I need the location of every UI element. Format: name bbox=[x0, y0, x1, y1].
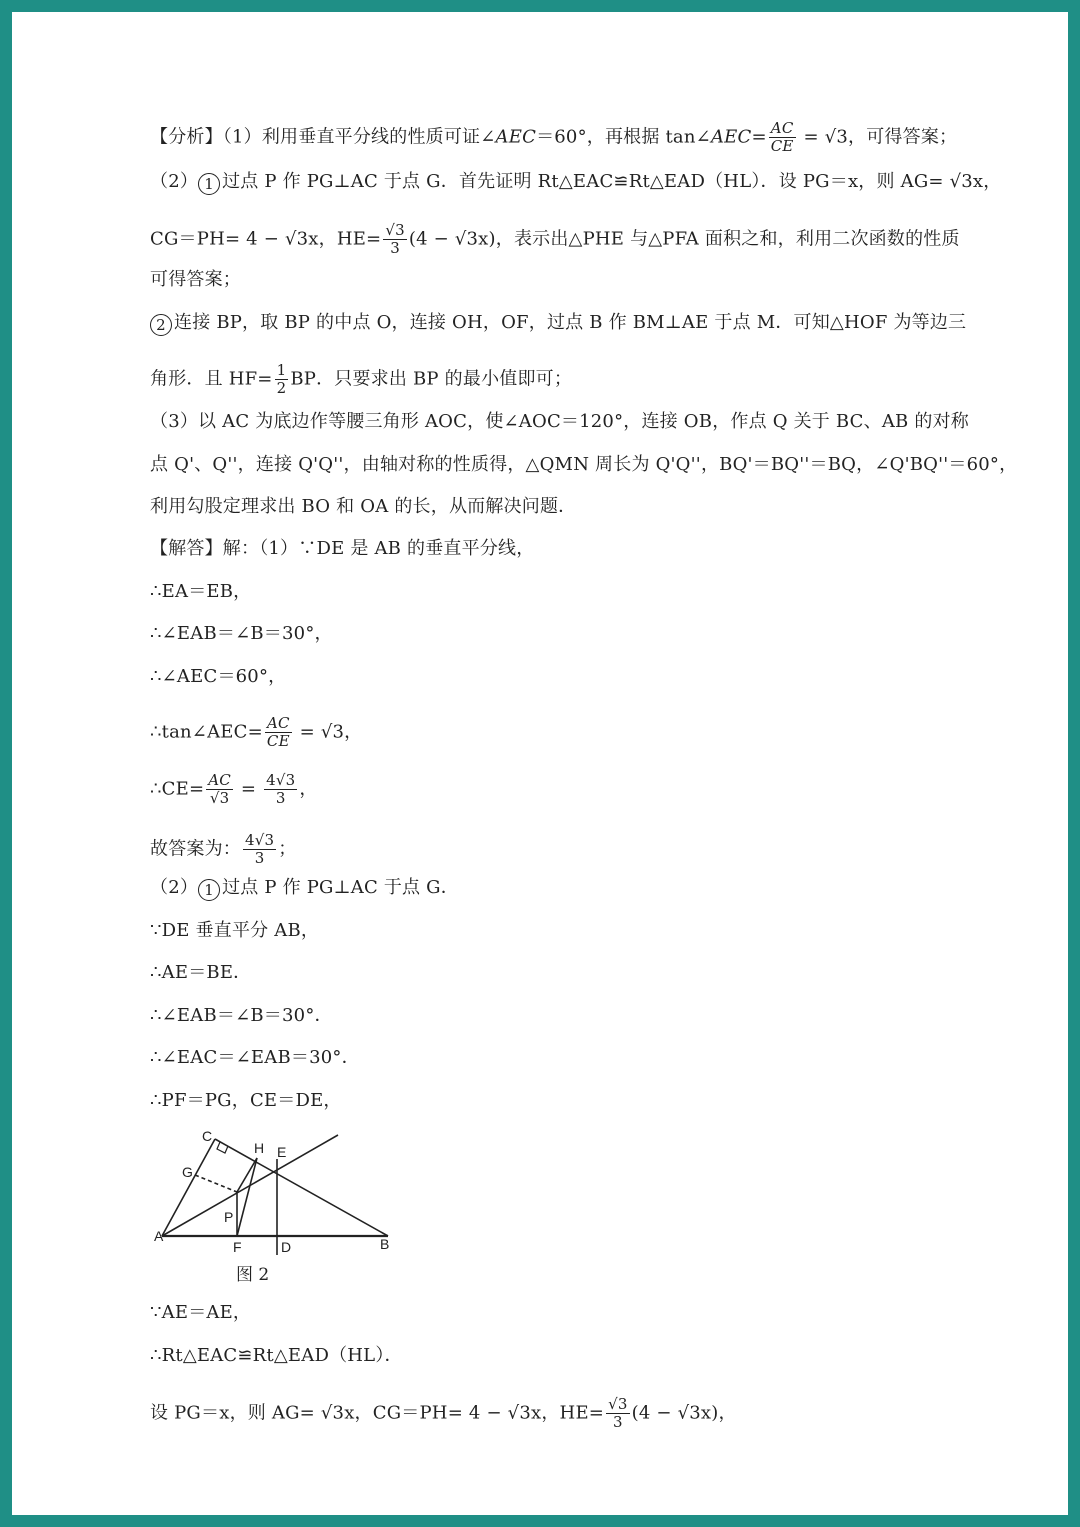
figure-caption: 图 2 bbox=[236, 1265, 270, 1285]
analysis-line-7: （3）以 AC 为底边作等腰三角形 AOC，使∠AOC＝120°，连接 OB，作点 Q 关于 BC、AB 的对称 bbox=[150, 411, 969, 432]
label-d: D bbox=[281, 1239, 292, 1255]
solution-line-13: ∴PF＝PG，CE＝DE， bbox=[150, 1090, 342, 1111]
solution-line-16: 设 PG＝x，则 AG= √3x，CG＝PH= 4 − √3x，HE= $\frac{√3}{3}$ (4 − √3x)， bbox=[150, 1395, 737, 1431]
label-p: P bbox=[224, 1209, 234, 1225]
label-c: C bbox=[202, 1128, 213, 1144]
solution-line-7: 故答案为： $\frac{4√3}{3}$ ； bbox=[150, 831, 297, 867]
label-h: H bbox=[254, 1140, 265, 1156]
solution-line-1: 【解答】解：（1）∵DE 是 AB 的垂直平分线， bbox=[150, 538, 535, 559]
label-e: E bbox=[277, 1144, 287, 1160]
solution-line-8: （2） 1 过点 P 作 PG⊥AC 于点 G． bbox=[150, 877, 459, 899]
analysis-line-4: 可得答案； bbox=[150, 269, 241, 290]
fraction-ac-ce-2: $\frac{AC}{CE}$ bbox=[266, 714, 290, 750]
fraction-1-2: $\frac{1}{2}$ bbox=[276, 361, 287, 397]
solution-line-15: ∴Rt△EAC≌Rt△EAD（HL）． bbox=[150, 1345, 403, 1366]
analysis-line-6: 角形．且 HF= $\frac{1}{2}$ BP．只要求出 BP 的最小值即可； bbox=[150, 361, 573, 397]
label-a: A bbox=[154, 1228, 164, 1244]
label-b: B bbox=[380, 1236, 390, 1252]
circled-number-1: 1 bbox=[198, 173, 220, 195]
analysis-line-1: 【分析】（1）利用垂直平分线的性质可证∠AEC＝60°，再根据 tan∠AEC= $\frac{AC}{CE}$ = √3，可得答案； bbox=[150, 119, 958, 155]
solution-line-9: ∵DE 垂直平分 AB， bbox=[150, 920, 320, 941]
label-g: G bbox=[182, 1164, 193, 1180]
fraction-ac-sqrt3: $\frac{AC}{√3}$ bbox=[208, 771, 231, 807]
analysis-line-5: 2 连接 BP，取 BP 的中点 O，连接 OH，OF，过点 B 作 BM⊥AE 于点 M．可知△HOF 为等边三 bbox=[150, 311, 966, 336]
segment-hf bbox=[237, 1158, 257, 1236]
solution-line-14: ∵AE＝AE， bbox=[150, 1302, 252, 1323]
segment-gp bbox=[195, 1175, 237, 1192]
solution-line-12: ∴∠EAC＝∠EAB＝30°． bbox=[150, 1047, 360, 1068]
solution-line-6: ∴CE= $\frac{AC}{√3}$ = $\frac{4√3}{3}$ ， bbox=[150, 771, 318, 807]
fraction-4sqrt3-3: $\frac{4√3}{3}$ bbox=[266, 771, 296, 807]
solution-line-5: ∴tan∠AEC= $\frac{AC}{CE}$ = √3， bbox=[150, 714, 363, 750]
solution-line-2: ∴EA＝EB， bbox=[150, 581, 252, 602]
fraction-answer: $\frac{4√3}{3}$ bbox=[245, 831, 275, 867]
fraction-sqrt3-3: $\frac{√3}{3}$ bbox=[385, 221, 405, 257]
analysis-line-3: CG＝PH= 4 − √3x，HE= $\frac{√3}{3}$ (4 − √3x)，表示出△PHE 与△PFA 面积之和，利用二次函数的性质 bbox=[150, 221, 960, 257]
geometry-diagram bbox=[150, 1125, 400, 1265]
solution-line-3: ∴∠EAB＝∠B＝30°， bbox=[150, 623, 333, 644]
solution-line-4: ∴∠AEC＝60°， bbox=[150, 666, 287, 687]
circled-number-2: 2 bbox=[150, 314, 172, 336]
fraction-ac-ce: $\frac{AC}{CE}$ bbox=[770, 119, 794, 155]
geometry-figure bbox=[150, 1125, 400, 1285]
label-f: F bbox=[233, 1239, 242, 1255]
circled-number-1b: 1 bbox=[198, 879, 220, 901]
solution-line-10: ∴AE＝BE． bbox=[150, 962, 252, 983]
analysis-line-2: （2） 1 过点 P 作 PG⊥AC 于点 G．首先证明 Rt△EAC≌Rt△EAD（HL）．设 PG＝x，则 AG= √3x， bbox=[150, 171, 1002, 193]
analysis-line-9: 利用勾股定理求出 BO 和 OA 的长，从而解决问题． bbox=[150, 496, 577, 517]
analysis-line-8: 点 Q'、Q''，连接 Q'Q''，由轴对称的性质得，△QMN 周长为 Q'Q''，BQ'＝BQ''＝BQ，∠Q'BQ''＝60°， bbox=[150, 454, 1018, 475]
solution-line-11: ∴∠EAB＝∠B＝30°． bbox=[150, 1005, 333, 1026]
fraction-sqrt3-3-b: $\frac{√3}{3}$ bbox=[608, 1395, 628, 1431]
